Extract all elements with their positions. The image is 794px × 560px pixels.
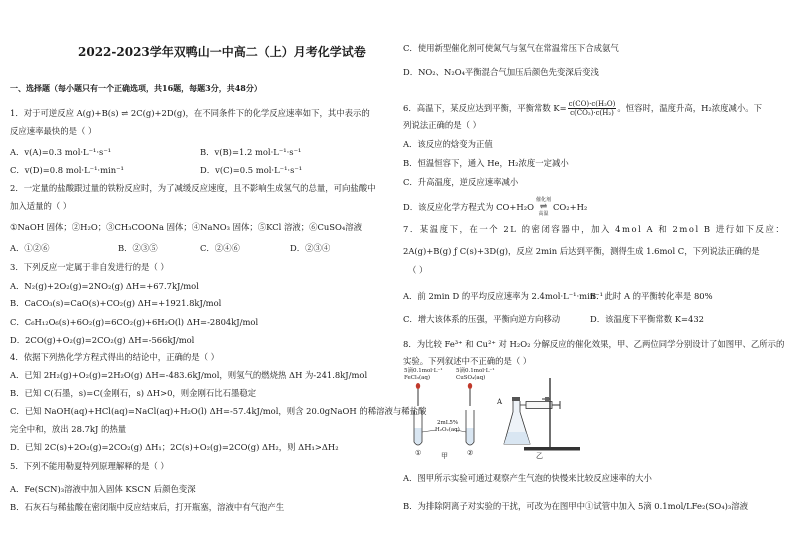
figure-label-yi: 乙 xyxy=(536,452,543,460)
section-heading: 一、选择题（每小题只有一个正确选项，共16题，每题3分，共48分） xyxy=(10,83,262,93)
tube1-reagent-label-1: 5滴0.1mol·L⁻¹ xyxy=(404,368,443,374)
reaction-arrow xyxy=(536,198,551,217)
fraction-denominator: c(CO₂)·c(H₂) xyxy=(570,109,614,117)
q3-option-a: A．N₂(g)+2O₂(g)=2NO₂(g) ΔH=+67.7kJ/mol xyxy=(10,281,199,291)
tube2-reagent-label-2: CuSO₄(aq) xyxy=(456,375,486,381)
q4-option-c-line-2: 完全中和，放出 28.7kJ 的热量 xyxy=(10,424,127,434)
solution-label-2: H₂O₂(aq) xyxy=(435,427,460,433)
q7-stem-line-1: 7．某温度下，在一个 2L 的密闭容器中，加入 4mol A 和 2mol B 进行如下反应： xyxy=(403,224,786,234)
q2-option-a: A．①②⑥ xyxy=(10,243,50,253)
equilibrium-arrow-icon: ⇌ xyxy=(539,202,548,212)
arrow-condition-top: 催化剂 xyxy=(535,197,551,203)
tube2-mark: ② xyxy=(467,449,474,457)
flask-label-a: A xyxy=(497,398,503,406)
q6-stem-part-1: 6．高温下，某反应达到平衡，平衡常数 K= xyxy=(403,103,567,113)
q2-stem-line-2: 加入适量的（ ） xyxy=(10,201,72,211)
q5-option-d: D．NO₂、N₂O₄平衡混合气加压后颜色先变深后变浅 xyxy=(403,67,599,77)
q1-option-c: C．v(D)=0.8 mol·L⁻¹·min⁻¹ xyxy=(10,165,124,175)
q4-stem: 4．依据下列热化学方程式得出的结论中，正确的是（ ） xyxy=(10,352,219,362)
dropper-icon xyxy=(468,383,472,406)
fraction-numerator: c(CO)·c(H₂O) xyxy=(568,100,616,108)
q2-option-c: C．②④⑥ xyxy=(200,243,240,253)
test-tube-icon xyxy=(414,410,422,445)
equilibrium-constant-fraction xyxy=(568,100,617,117)
tube1-reagent-label-2: FeCl₃(aq) xyxy=(404,375,431,381)
ring-stand-icon xyxy=(524,378,580,451)
solution-label-1: 2mL5% xyxy=(437,420,459,426)
q6-option-b: B．恒温恒容下，通入 He，H₂浓度一定减小 xyxy=(403,158,569,168)
tube1-mark: ① xyxy=(415,449,422,457)
q1-option-b: B．v(B)=1.2 mol·L⁻¹·s⁻¹ xyxy=(200,147,302,157)
q7-stem-line-3: （ ） xyxy=(408,265,428,275)
q6-option-c: C．升高温度，逆反应速率减小 xyxy=(403,177,519,187)
q6-option-d-part-2: CO₂+H₂ xyxy=(552,202,588,212)
q4-option-b: B．已知 C(石墨，s)=C(金刚石，s) ΔH>0，则金刚石比石墨稳定 xyxy=(10,388,257,398)
q3-option-b: B．CaCO₃(s)=CaO(s)+CO₂(g) ΔH=+1921.8kJ/mol xyxy=(10,298,222,308)
q7-option-a: A．前 2min D 的平均反应速率为 2.4mol·L⁻¹·min⁻¹ xyxy=(403,291,603,301)
q1-stem-line-1: 1．对于可逆反应 A(g)+B(s) ⇌ 2C(g)+2D(g)，在不同条件下的化学反应速率如下，其中表示的 xyxy=(10,108,370,118)
exam-title: 2022-2023学年双鸭山一中高二（上）月考化学试卷 xyxy=(78,45,366,59)
q2-items: ①NaOH 固体；②H₂O；③CH₃COONa 固体；④NaNO₃ 固体；⑤KCl 溶液；⑥CuSO₄溶液 xyxy=(10,222,362,232)
q1-option-a: A．v(A)=0.3 mol·L⁻¹·s⁻¹ xyxy=(10,147,112,157)
q1-stem-line-2: 反应速率最快的是（ ） xyxy=(10,126,97,136)
q5-option-b: B．石灰石与稀盐酸在密闭瓶中反应结束后，打开瓶塞，溶液中有气泡产生 xyxy=(10,502,285,512)
q6-stem-line-2: 列说法正确的是（ ） xyxy=(403,120,482,130)
q3-option-d: D．2CO(g)+O₂(g)=2CO₂(g) ΔH=-566kJ/mol xyxy=(10,335,195,345)
q4-option-d: D．已知 2C(s)+2O₂(g)=2CO₂(g) ΔH₁；2C(s)+O₂(g)=2CO(g) ΔH₂，则 ΔH₁>ΔH₂ xyxy=(10,442,339,452)
tube2-reagent-label-1: 5滴0.1mol·L⁻¹ xyxy=(456,368,495,374)
q6-option-d xyxy=(403,198,587,217)
q3-option-c: C．C₆H₁₂O₆(s)+6O₂(g)=6CO₂(g)+6H₂O(l) ΔH=-2804kJ/mol xyxy=(10,317,259,327)
q7-option-b: B．此时 A 的平衡转化率是 80% xyxy=(590,291,713,301)
q2-stem-line-1: 2．一定量的盐酸跟过量的铁粉反应时，为了减缓反应速度，且不影响生成氢气的总量，可向盐酸中 xyxy=(10,183,376,193)
q6-stem-part-2: 。恒容时，温度升高，H₂浓度减小。下 xyxy=(617,103,763,113)
figure-label-jia: 甲 xyxy=(441,452,448,460)
q5-option-a: A．Fe(SCN)₃溶液中加入固体 KSCN 后颜色变深 xyxy=(10,484,196,494)
q6-stem-line-1 xyxy=(403,99,762,117)
q1-option-d: D．v(C)=0.5 mol·L⁻¹·s⁻¹ xyxy=(200,165,303,175)
q7-option-c: C．增大该体系的压强，平衡向逆方向移动 xyxy=(403,314,561,324)
q5-option-c: C．使用新型催化剂可使氮气与氢气在常温常压下合成氨气 xyxy=(403,43,619,53)
q8-option-b: B．为排除阴离子对实验的干扰，可改为在图甲中①试管中加入 5滴 0.1mol/LFe₂(SO₄)₃溶液 xyxy=(403,501,748,511)
q3-stem: 3．下列反应一定属于非自发进行的是（ ） xyxy=(10,262,169,272)
q5-stem: 5．下列不能用勒夏特列原理解释的是（ ） xyxy=(10,461,169,471)
q6-option-a: A．该反应的焓变为正值 xyxy=(403,139,493,149)
q4-option-a: A．已知 2H₂(g)+O₂(g)=2H₂O(g) ΔH=-483.6kJ/mol，则氢气的燃烧热 ΔH 为-241.8kJ/mol xyxy=(10,370,368,380)
arrow-condition-bottom: 高温 xyxy=(538,211,549,217)
q8-stem-line-2: 实验。下列叙述中不正确的是（ ） xyxy=(403,356,532,366)
q2-option-b: B．②③⑤ xyxy=(118,243,158,253)
dropper-icon xyxy=(416,383,420,406)
q6-option-d-part-1: D．该反应化学方程式为 CO+H₂O xyxy=(403,202,534,212)
test-tube-icon xyxy=(466,410,474,445)
q7-stem-line-2: 2A(g)+B(g) ƒ C(s)+3D(g)，反应 2min 后达到平衡，测得生成 1.6mol C，下列说法正确的是 xyxy=(403,246,760,256)
q8-option-a: A．图甲所示实验可通过观察产生气泡的快慢来比较反应速率的大小 xyxy=(403,473,652,483)
q7-option-d: D．该温度下平衡常数 K=432 xyxy=(590,314,705,324)
syringe-icon xyxy=(520,401,560,409)
q4-option-c-line-1: C．已知 NaOH(aq)+HCl(aq)=NaCl(aq)+H₂O(l) ΔH=-57.4kJ/mol，则含 20.0gNaOH 的稀溶液与稀盐酸 xyxy=(10,406,427,416)
q8-stem-line-1: 8．为比较 Fe³⁺ 和 Cu²⁺ 对 H₂O₂ 分解反应的催化效果，甲、乙两位同学分别设计了如图甲、乙所示的 xyxy=(403,339,785,349)
q2-option-d: D．②③④ xyxy=(290,243,331,253)
